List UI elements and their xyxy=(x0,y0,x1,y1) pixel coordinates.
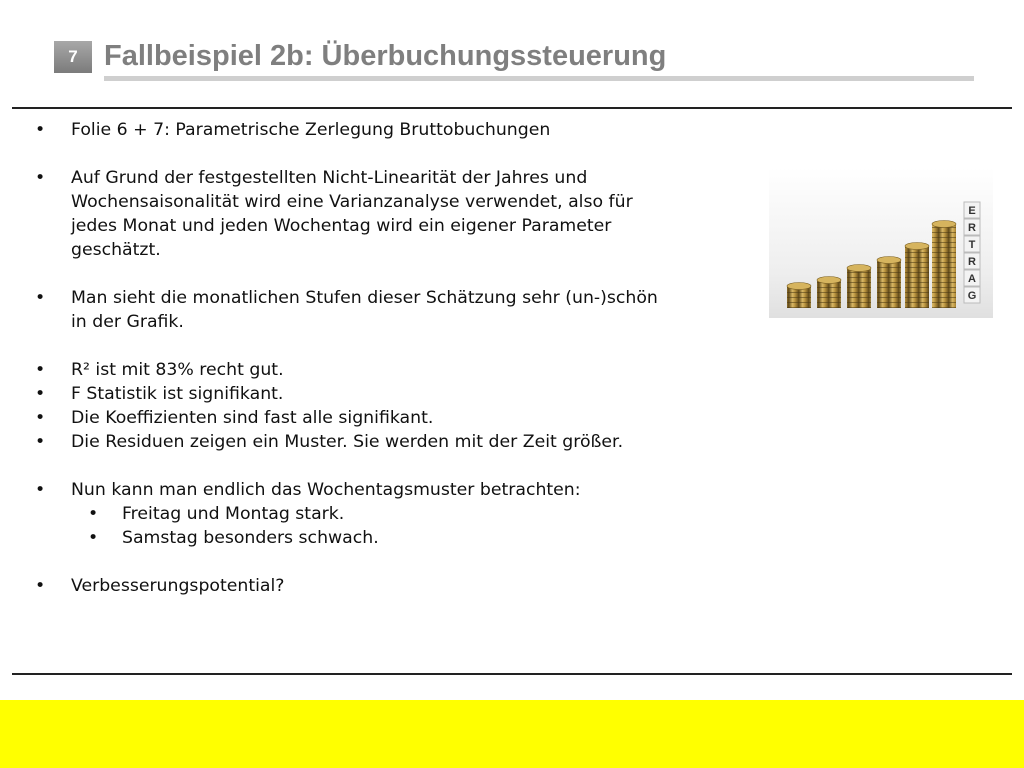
list-item xyxy=(0,574,770,598)
list-item-text: Freitag und Montag stark. xyxy=(122,504,345,524)
list-item-text: Auf Grund der festgestellten Nicht-Linearität der Jahres und xyxy=(71,168,588,188)
list-item xyxy=(0,430,770,454)
coin-top xyxy=(877,257,901,264)
bullet-icon: • xyxy=(35,168,46,188)
block-letter: R xyxy=(968,222,976,234)
sub-list-item xyxy=(0,526,770,550)
coin-stack xyxy=(817,280,841,308)
coin-stack xyxy=(932,224,956,308)
bullet-icon: • xyxy=(88,504,99,524)
list-item-text: Wochensaisonalität wird eine Varianzanalyse verwendet, also für xyxy=(71,192,633,212)
list-item-text: Die Koeffizienten sind fast alle signifikant. xyxy=(71,408,434,428)
coin-top xyxy=(932,221,956,228)
bottom-divider xyxy=(12,673,1012,675)
bullet-icon: • xyxy=(35,360,46,380)
slide-content xyxy=(0,118,770,598)
coin-top xyxy=(817,277,841,284)
sub-list-item xyxy=(0,502,770,526)
bullet-icon: • xyxy=(35,480,46,500)
list-item xyxy=(0,382,770,406)
coin-stack xyxy=(847,268,871,308)
list-item-text: geschätzt. xyxy=(71,240,161,260)
list-item xyxy=(0,478,770,502)
list-item-text: Samstag besonders schwach. xyxy=(122,528,379,548)
bullet-icon: • xyxy=(35,384,46,404)
list-item-text: in der Grafik. xyxy=(71,312,184,332)
list-item xyxy=(0,118,770,142)
bullet-icon: • xyxy=(35,576,46,596)
coin-stack xyxy=(877,260,901,308)
coin-stacks-icon xyxy=(769,168,993,318)
top-divider xyxy=(12,107,1012,109)
bullet-icon: • xyxy=(88,528,99,548)
slide-number-badge: 7 xyxy=(54,41,92,73)
list-item-text: Folie 6 + 7: Parametrische Zerlegung Bruttobuchungen xyxy=(71,120,551,140)
list-item xyxy=(0,166,770,262)
block-letter: G xyxy=(967,290,977,302)
list-item-text: jedes Monat und jeden Wochentag wird ein eigener Parameter xyxy=(71,216,612,236)
list-item-text: F Statistik ist signifikant. xyxy=(71,384,284,404)
slide-title: Fallbeispiel 2b: Überbuchungssteuerung xyxy=(104,40,667,72)
bullet-icon: • xyxy=(35,120,46,140)
block-letter: T xyxy=(968,239,976,251)
bullet-icon: • xyxy=(35,288,46,308)
coin-stacks-image xyxy=(769,168,993,318)
block-letter: A xyxy=(968,273,976,285)
list-item xyxy=(0,286,770,334)
coin-top xyxy=(847,265,871,272)
footer-bar xyxy=(0,700,1024,768)
bullet-icon: • xyxy=(35,408,46,428)
list-item xyxy=(0,358,770,382)
title-underline xyxy=(104,76,974,81)
bullet-icon: • xyxy=(35,432,46,452)
list-item-text: Nun kann man endlich das Wochentagsmuster betrachten: xyxy=(71,480,581,500)
block-letter: E xyxy=(968,205,976,217)
coin-stack xyxy=(905,246,929,308)
list-item-text: Man sieht die monatlichen Stufen dieser Schätzung sehr (un-)schön xyxy=(71,288,658,308)
list-item-text: Verbesserungspotential? xyxy=(71,576,285,596)
letter-blocks xyxy=(964,202,980,303)
coin-top xyxy=(787,283,811,290)
list-item xyxy=(0,406,770,430)
block-letter: R xyxy=(968,256,976,268)
list-item-text: Die Residuen zeigen ein Muster. Sie werden mit der Zeit größer. xyxy=(71,432,624,452)
list-item-text: R² ist mit 83% recht gut. xyxy=(71,360,284,380)
coin-top xyxy=(905,243,929,250)
